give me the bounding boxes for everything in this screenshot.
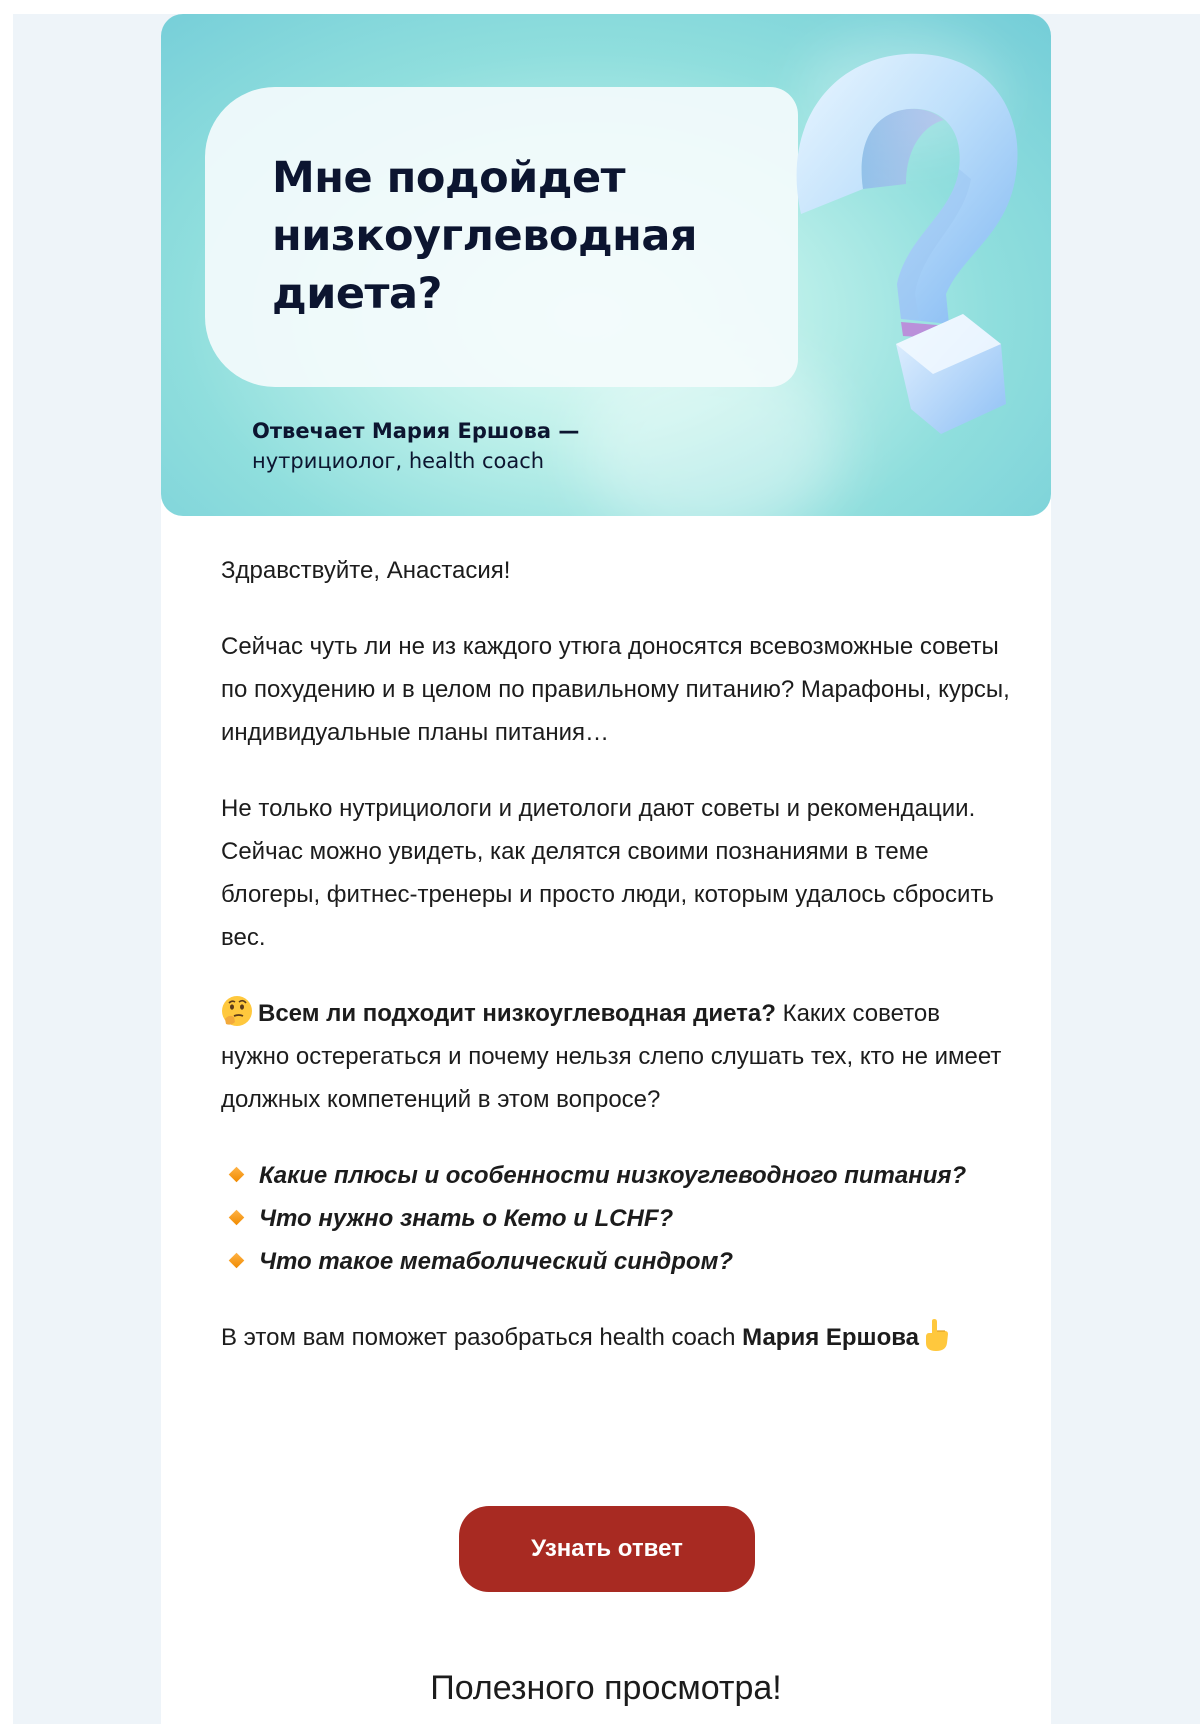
orange-diamond-icon — [229, 1167, 245, 1183]
paragraph-question — [221, 992, 1011, 1121]
greeting: Здравствуйте, Анастасия! — [221, 557, 511, 584]
question-bold: Всем ли подходит низкоуглеводная диета? — [258, 1000, 776, 1027]
learn-answer-button[interactable]: Узнать ответ — [459, 1506, 755, 1592]
question-mark-icon — [701, 14, 1041, 434]
paragraph-intro: Сейчас чуть ли не из каждого утюга доносятся всевозможные советы по похудению и в целом по правильному питанию? Марафоны, курсы, индивидуальные планы питания… — [221, 633, 1010, 746]
email-body — [221, 549, 1011, 1392]
orange-diamond-icon — [229, 1210, 245, 1226]
paragraph-coach: В этом вам поможет разобраться health coach Мария Ершова — [221, 1316, 1011, 1359]
hero-author — [252, 416, 752, 476]
thinking-face-icon — [221, 995, 253, 1027]
author-name: Отвечает Мария Ершова — — [252, 419, 580, 443]
pointing-down-icon — [923, 1319, 953, 1353]
paragraph-advisors: Не только нутрициологи и диетологи дают советы и рекомендации. Сейчас можно увидеть, как делятся своими познаниями в теме блогеры, фитнес-тренеры и просто люди, которым удалось сбросить вес. — [221, 795, 994, 951]
author-role: нутрициолог, health coach — [252, 449, 545, 473]
list-item: Какие плюсы и особенности низкоуглеводного питания? — [221, 1154, 1011, 1197]
list-item: Что нужно знать о Кето и LCHF? — [221, 1197, 1011, 1240]
topics-list — [221, 1154, 1011, 1283]
hero-banner — [161, 14, 1051, 516]
list-item: Что такое метаболический синдром? — [221, 1240, 1011, 1283]
email-card — [161, 14, 1051, 1724]
hero-title: Мне подойдет низкоуглеводная диета? — [272, 153, 698, 319]
orange-diamond-icon — [229, 1253, 245, 1269]
question-rest: Каких советов нужно остерегаться и почему нельзя слепо слушать тех, кто не имеет должных компетенций в этом вопросе? — [221, 1000, 1002, 1113]
coach-name: Мария Ершова — [742, 1324, 920, 1351]
closing-text: Полезного просмотра! — [430, 1669, 782, 1707]
